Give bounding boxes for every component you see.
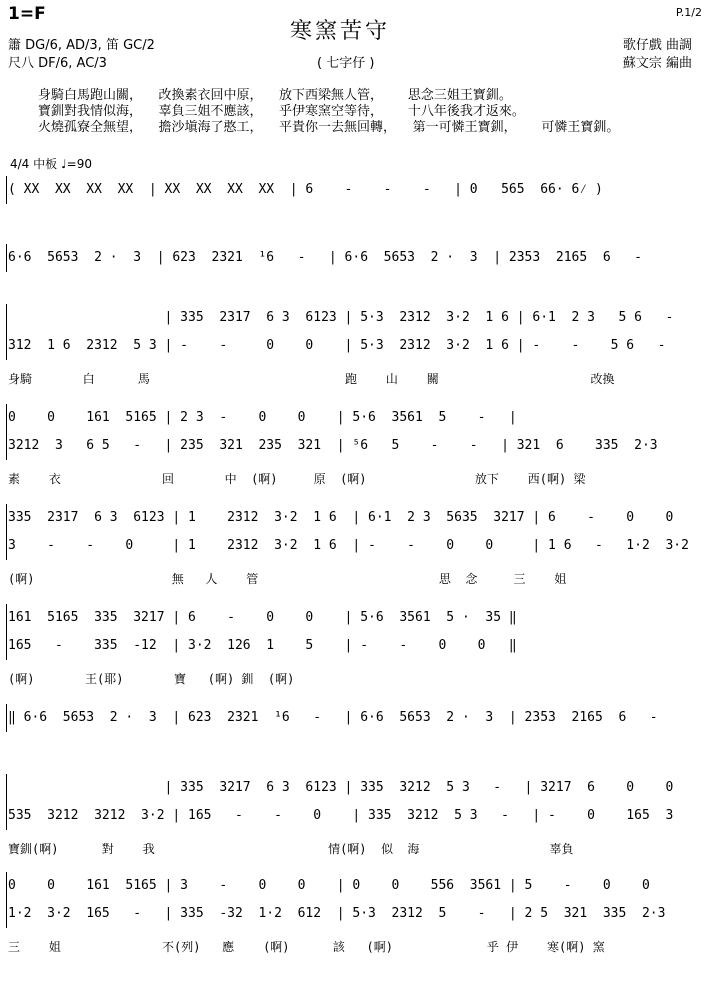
notation-line: 165 - 335 -12 | 3·2 126 1 5 | - - 0 0 ‖	[8, 638, 517, 653]
page-number: P.1/2	[675, 6, 702, 19]
notation-line: 3 - - 0 | 1 2312 3·2 1 6 | - - 0 0 | 1 6 - 1·2 3·2	[8, 538, 689, 553]
metronome-mark: ♩=90	[60, 157, 92, 171]
lyric-verse-1: 身騎白馬跑山關， 改換素衣回中原， 放下西梁無人管， 思念三姐王寶釧。	[38, 88, 512, 103]
system-barline	[6, 304, 7, 360]
sung-lyrics: 三 姐 不(列) 應 (啊) 該 (啊) 乎 伊 寒(啊) 窯	[8, 940, 605, 954]
notation-line: 312 1 6 2312 5 3 | - - 0 0 | 5·3 2312 3·2 1 6 | - - 5 6 -	[8, 338, 666, 353]
sung-lyrics: 寶釧(啊) 對 我 情(啊) 似 海 辜負	[8, 842, 574, 856]
system-barline	[6, 872, 7, 928]
instrument-line-1: 簫 DG/6, AD/3, 笛 GC/2	[8, 38, 155, 53]
notation-line: ( XX XX XX XX | XX XX XX XX | 6 - - - | 0 565 66· 6⁄ )	[8, 182, 603, 197]
notation-line: 535 3212 3212 3·2 | 165 - - 0 | 335 3212 5 3 - | - 0 165 3	[8, 808, 674, 823]
system-barline	[6, 504, 7, 560]
notation-line: ‖ 6·6 5653 2 · 3 | 623 2321 ¹6 - | 6·6 5653 2 · 3 | 2353 2165 6 -	[8, 710, 658, 725]
sung-lyrics: (啊) 無 人 管 思 念 三 姐	[8, 572, 567, 586]
notation-line: 161 5165 335 3217 | 6 - 0 0 | 5·6 3561 5 · 35 ‖	[8, 610, 517, 625]
song-subtitle: ( 七字仔 )	[317, 56, 375, 71]
tempo-word: 中板	[33, 157, 58, 171]
lyric-verse-2: 寶釧對我情似海， 辜負三姐不應該， 乎伊寒窯空等待， 十八年後我才返來。	[38, 104, 525, 119]
notation-line: 6·6 5653 2 · 3 | 623 2321 ¹6 - | 6·6 5653 2 · 3 | 2353 2165 6 -	[8, 250, 642, 265]
notation-line: | 335 3217 6 3 6123 | 335 3212 5 3 - | 3217 6 0 0	[8, 780, 674, 795]
sung-lyrics: 身騎 白 馬 跑 山 關 改換	[8, 372, 615, 386]
notation-line: | 335 2317 6 3 6123 | 5·3 2312 3·2 1 6 | 6·1 2 3 5 6 -	[8, 310, 674, 325]
lyric-verse-3: 火燒孤寮全無望， 擔沙塡海了憨工， 平貴你一去無回轉， 第一可憐王寶釧， 可憐王寶釧。	[38, 120, 620, 135]
system-barline	[6, 774, 7, 830]
system-barline	[6, 604, 7, 660]
sung-lyrics: 素 衣 回 中 (啊) 原 (啊) 放下 西(啊) 梁	[8, 472, 586, 486]
system-barline	[6, 404, 7, 460]
key-signature: 1=F	[8, 4, 46, 24]
tempo-marking	[10, 155, 92, 172]
notation-line: 335 2317 6 3 6123 | 1 2312 3·2 1 6 | 6·1 2 3 5635 3217 | 6 - 0 0	[8, 510, 674, 525]
lyrics-block	[38, 88, 619, 136]
time-signature: 4/4	[10, 157, 30, 171]
notation-line: 0 0 161 5165 | 2 3 - 0 0 | 5·6 3561 5 - |	[8, 410, 517, 425]
credit-line-1: 歌仔戲 曲調	[622, 38, 692, 53]
credit-line-2: 蘇文宗 編曲	[622, 56, 692, 71]
song-title: 寒窯苦守	[290, 19, 391, 44]
instrument-line-2: 尺八 DF/6, AC/3	[8, 56, 107, 71]
system-barline	[6, 244, 7, 272]
system-barline	[6, 176, 7, 204]
notation-line: 0 0 161 5165 | 3 - 0 0 | 0 0 556 3561 | 5 - 0 0	[8, 878, 650, 893]
system-barline	[6, 704, 7, 732]
notation-line: 3212 3 6 5 - | 235 321 235 321 | ⁵6 5 - - | 321 6 335 2·3	[8, 438, 658, 453]
sung-lyrics: (啊) 王(耶) 寶 (啊) 釧 (啊)	[8, 672, 295, 686]
notation-line: 1·2 3·2 165 - | 335 -32 1·2 612 | 5·3 2312 5 - | 2 5 321 335 2·3	[8, 906, 666, 921]
